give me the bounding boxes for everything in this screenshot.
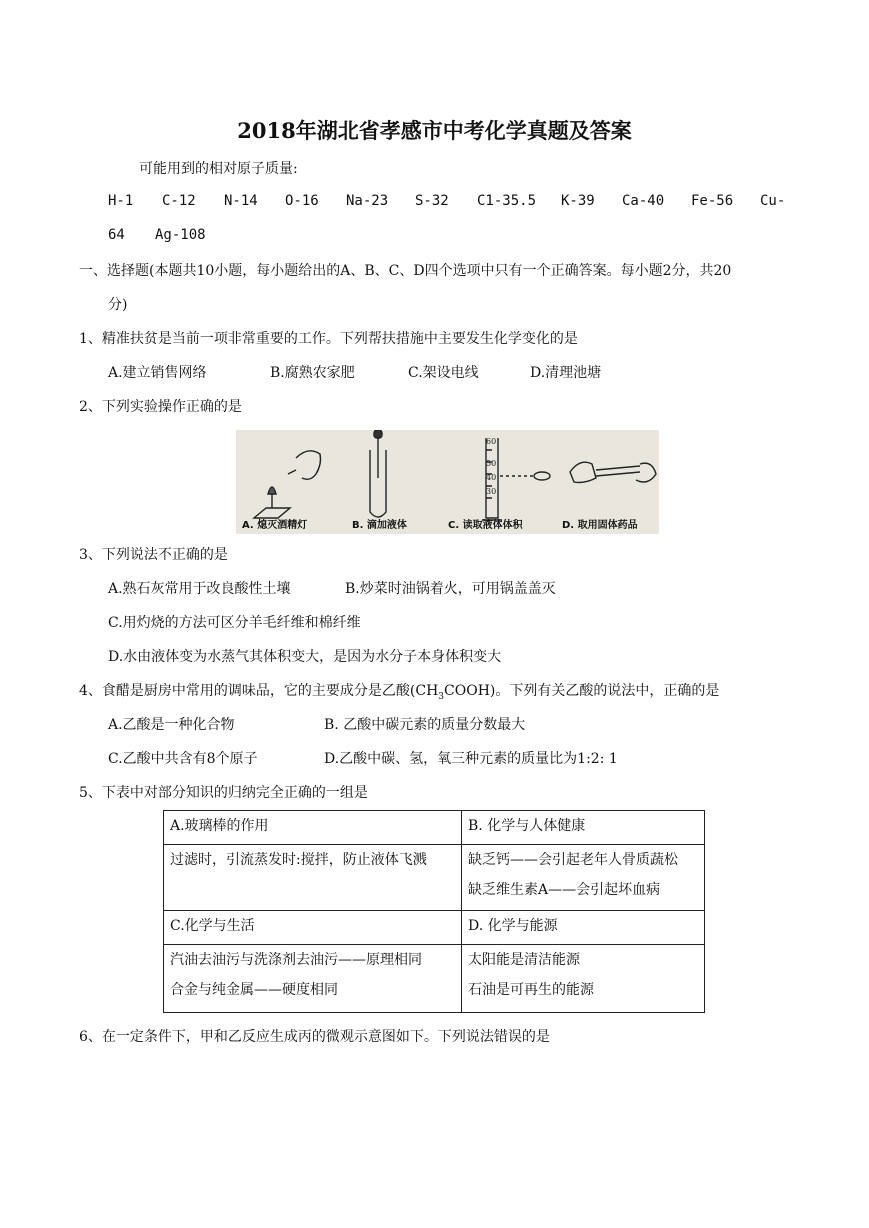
q1-option-a: A.建立销售网络: [108, 365, 207, 381]
mass-item: C-12: [162, 193, 196, 209]
q4-option-b: B. 乙酸中碳元素的质量分数最大: [324, 717, 526, 733]
q4-option-d: D.乙酸中碳、氢，氧三种元素的质量比为1:2: 1: [324, 751, 618, 767]
figure-label-a: A. 熄灭酒精灯: [242, 520, 308, 531]
figure-label-c: C. 读取液体体积: [448, 520, 523, 531]
mass-item: C1-35.5: [477, 193, 537, 209]
q4-stem-text: 4、食醋是厨房中常用的调味品，它的主要成分是乙酸(CH: [79, 683, 439, 699]
q1-option-c: C.架设电线: [408, 365, 479, 381]
lab-operations-figure: [236, 430, 659, 534]
mass-item: H-1: [108, 193, 134, 209]
table-cell: A.玻璃棒的作用: [164, 811, 462, 845]
table-cell: [462, 845, 705, 911]
table-line: 太阳能是清洁能源: [468, 952, 580, 968]
lab-operations-illustration: [236, 430, 659, 534]
intro-text: 可能用到的相对原子质量:: [139, 161, 298, 177]
mass-item: Na-23: [346, 193, 389, 209]
figure-label-b: B. 滴加液体: [352, 520, 407, 531]
q3-option-a: A.熟石灰常用于改良酸性土壤: [108, 581, 291, 597]
q3-option-b: B.炒菜时油锅着火，可用锅盖盖灭: [345, 581, 556, 597]
mass-item: O-16: [285, 193, 319, 209]
table-cell: C.化学与生活: [164, 911, 462, 945]
cylinder-tick: 40: [486, 473, 497, 482]
table-line: 汽油去油污与洗涤剂去油污——原理相同: [170, 952, 422, 968]
q2-stem: 2、下列实验操作正确的是: [79, 399, 242, 415]
mass-item: S-32: [415, 193, 449, 209]
page-title: 2018年湖北省孝感市中考化学真题及答案: [237, 118, 632, 143]
table-line: 缺乏维生素A——会引起坏血病: [468, 882, 661, 898]
q4-option-c: C.乙酸中共含有8个原子: [108, 751, 258, 767]
q1-option-b: B.腐熟农家肥: [270, 365, 355, 381]
table-line: 合金与纯金属——硬度相同: [170, 982, 338, 998]
q4-option-a: A.乙酸是一种化合物: [108, 717, 235, 733]
mass-item: 64: [108, 227, 125, 243]
table-cell: [462, 945, 705, 1013]
table-line: 过滤时，引流蒸发时:搅拌，防止液体飞溅: [170, 852, 427, 868]
mass-item: Cu-: [760, 193, 786, 209]
q3-stem: 3、下列说法不正确的是: [79, 547, 228, 563]
mass-item: Ag-108: [155, 227, 206, 243]
mass-item: Fe-56: [691, 193, 734, 209]
q6-stem: 6、在一定条件下，甲和乙反应生成丙的微观示意图如下。下列说法错误的是: [79, 1029, 550, 1045]
q4-subscript: 3: [438, 691, 445, 702]
table-cell: [164, 945, 462, 1013]
table-cell: D. 化学与能源: [462, 911, 705, 945]
table-cell: [164, 845, 462, 911]
mass-item: Ca-40: [622, 193, 665, 209]
q3-option-c: C.用灼烧的方法可区分羊毛纤维和棉纤维: [108, 615, 361, 631]
cylinder-tick: 50: [486, 459, 497, 468]
table-line: 石油是可再生的能源: [468, 982, 594, 998]
q1-stem: 1、精准扶贫是当前一项非常重要的工作。下列帮扶措施中主要发生化学变化的是: [79, 331, 578, 347]
q4-stem: [79, 682, 719, 706]
knowledge-table: [163, 810, 705, 1013]
mass-item: K-39: [561, 193, 595, 209]
table-line: 缺乏钙——会引起老年人骨质蔬松: [468, 852, 678, 868]
mass-item: N-14: [224, 193, 258, 209]
cylinder-tick: 60: [486, 437, 497, 446]
cylinder-tick: 30: [486, 487, 497, 496]
section-heading-cont: 分): [108, 297, 128, 313]
q1-option-d: D.清理池塘: [530, 365, 602, 381]
figure-label-d: D. 取用固体药品: [562, 520, 638, 531]
table-cell: B. 化学与人体健康: [462, 811, 705, 845]
q4-stem-text: COOH)。下列有关乙酸的说法中，正确的是: [444, 683, 720, 699]
section-heading: 一、选择题(本题共10小题，每小题给出的A、B、C、D四个选项中只有一个正确答案。每小题2分，共20: [79, 263, 732, 279]
q5-stem: 5、下表中对部分知识的归纳完全正确的一组是: [79, 785, 368, 801]
q3-option-d: D.水由液体变为水蒸气其体积变大，是因为水分子本身体积变大: [108, 649, 502, 665]
